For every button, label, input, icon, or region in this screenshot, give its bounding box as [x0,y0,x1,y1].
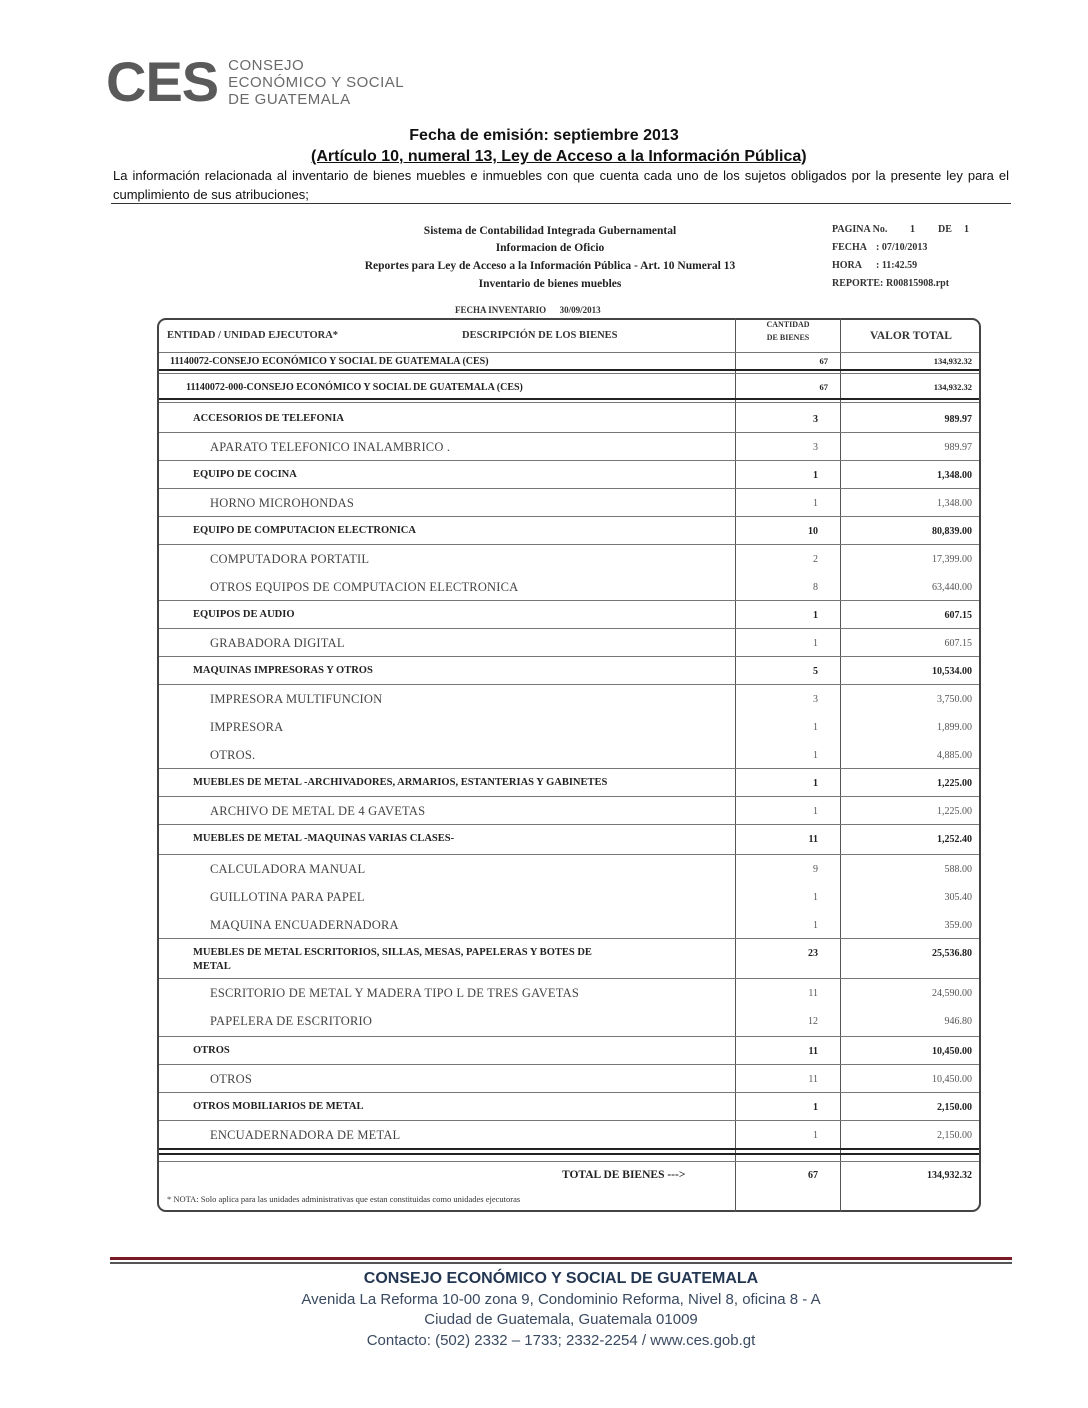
value-cell: 946.80 [944,1016,972,1027]
row-divider [159,352,979,353]
quantity-cell: 1 [813,498,818,509]
quantity-cell: 1 [813,610,818,621]
entity-description: 11140072-CONSEJO ECONÓMICO Y SOCIAL DE GUATEMALA (CES) [170,356,489,367]
report-subtitle: Informacion de Oficio [495,242,605,254]
unit-quantity: 67 [819,382,828,392]
logo-line-1: CONSEJO [228,56,305,74]
value-cell: 1,225.00 [937,806,972,817]
quantity-cell: 5 [813,666,818,677]
ces-logo [106,50,405,113]
value-cell: 1,225.00 [937,778,972,789]
item-description: IMPRESORA MULTIFUNCION [210,692,383,706]
quantity-cell: 3 [813,442,818,453]
row-divider [159,656,979,657]
legal-reference: (Artículo 10, numeral 13, Ley de Acceso a la Información Pública) [311,148,807,165]
value-cell: 2,150.00 [937,1130,972,1141]
row-divider [159,1092,979,1093]
row-divider [159,402,979,403]
quantity-cell: 1 [813,920,818,931]
value-cell: 989.97 [944,414,972,425]
quantity-cell: 9 [813,864,818,875]
quantity-cell: 1 [813,638,818,649]
item-description: OTROS [210,1072,252,1086]
row-divider [159,1120,979,1121]
footer-city: Ciudad de Guatemala, Guatemala 01009 [424,1311,698,1328]
value-cell: 4,885.00 [937,750,972,761]
category-description: MUEBLES DE METAL ESCRITORIOS, SILLAS, MESAS, PAPELERAS Y BOTES DE [193,947,592,958]
quantity-cell: 1 [813,1102,818,1113]
value-cell: 10,450.00 [932,1046,972,1057]
col-header-entity: ENTIDAD / UNIDAD EJECUTORA* [167,330,339,341]
value-cell: 3,750.00 [937,694,972,705]
quantity-cell: 23 [808,948,818,959]
value-cell: 305.40 [944,892,972,903]
footer-org-name: CONSEJO ECONÓMICO Y SOCIAL DE GUATEMALA [363,1270,759,1287]
quantity-cell: 2 [813,554,818,565]
category-description: OTROS [193,1045,230,1056]
logo-line-2: ECONÓMICO Y SOCIAL [228,73,405,91]
footer-rule [110,1257,1012,1260]
item-description: HORNO MICROHONDAS [210,496,355,510]
item-description: ARCHIVO DE METAL DE 4 GAVETAS [210,804,426,818]
table-note: * NOTA: Solo aplica para las unidades administrativas que estan constituidas como unidades ejecutoras [167,1194,521,1204]
quantity-cell: 11 [808,1046,818,1057]
logo-mark: CES [106,50,219,113]
item-description: PAPELERA DE ESCRITORIO [210,1014,373,1028]
meta-report-id: REPORTE: R00815908.rpt [832,278,950,289]
row-divider [159,460,979,461]
quantity-cell: 1 [813,470,818,481]
report-system-title: Sistema de Contabilidad Integrada Gubernamental [423,225,677,237]
row-divider [159,600,979,601]
category-description: ACCESORIOS DE TELEFONIA [193,413,344,424]
logo-text [228,57,404,108]
total-label: TOTAL DE BIENES ---> [562,1169,686,1181]
value-cell: 10,450.00 [932,1074,972,1085]
category-description: EQUIPOS DE AUDIO [193,609,295,620]
value-cell: 607.15 [944,610,972,621]
quantity-cell: 1 [813,750,818,761]
item-description: GUILLOTINA PARA PAPEL [210,890,365,904]
item-description: CALCULADORA MANUAL [210,862,366,876]
quantity-cell: 11 [808,834,818,845]
category-description: MUEBLES DE METAL -ARCHIVADORES, ARMARIOS, ESTANTERIAS Y GABINETES [193,777,608,788]
row-divider [159,796,979,797]
total-value: 134,932.32 [927,1170,972,1181]
col-header-quantity-2: DE BIENES [766,333,810,342]
category-description-continued: METAL [193,961,231,972]
item-description: OTROS EQUIPOS DE COMPUTACION ELECTRONICA [210,580,519,594]
col-header-description: DESCRIPCIÓN DE LOS BIENES [462,330,618,341]
col-header-quantity-1: CANTIDAD [766,320,810,329]
quantity-cell: 1 [813,806,818,817]
row-divider [159,432,979,433]
quantity-cell: 1 [813,892,818,903]
category-description: EQUIPO DE COCINA [193,469,297,480]
value-cell: 25,536.80 [932,948,972,959]
value-cell: 63,440.00 [932,582,972,593]
item-description: ESCRITORIO DE METAL Y MADERA TIPO L DE TRES GAVETAS [210,986,579,1000]
meta-time: HORA : 11:42.59 [832,260,918,271]
row-divider-thick [159,369,979,371]
item-description: COMPUTADORA PORTATIL [210,552,370,566]
value-cell: 588.00 [944,864,972,875]
row-divider [159,978,979,979]
total-quantity: 67 [808,1170,818,1181]
category-description: MUEBLES DE METAL -MAQUINAS VARIAS CLASES- [193,833,455,844]
row-divider-thick [159,398,979,400]
row-divider [159,824,979,825]
item-description: APARATO TELEFONICO INALAMBRICO . [210,440,451,454]
footer-contact: Contacto: (502) 2332 – 1733; 2332-2254 / www.ces.gob.gt [366,1332,756,1349]
category-description: EQUIPO DE COMPUTACION ELECTRONICA [193,525,416,536]
entity-quantity: 67 [819,356,828,366]
value-cell: 10,534.00 [932,666,972,677]
row-divider [159,1064,979,1065]
value-cell: 1,252.40 [937,834,972,845]
item-description: OTROS. [210,748,256,762]
value-cell: 17,399.00 [932,554,972,565]
item-description: ENCUADERNADORA DE METAL [210,1128,401,1142]
value-cell: 607.15 [944,638,972,649]
row-divider [159,488,979,489]
report-inventory-title: Inventario de bienes muebles [478,278,622,290]
issue-date: Fecha de emisión: septiembre 2013 [409,127,679,144]
item-description: IMPRESORA [210,720,284,734]
logo-line-3: DE GUATEMALA [228,90,351,108]
value-cell: 1,348.00 [937,470,972,481]
meta-date: FECHA : 07/10/2013 [832,242,928,253]
col-header-total-value: VALOR TOTAL [870,330,952,342]
row-divider [159,684,979,685]
quantity-cell: 8 [813,582,818,593]
footer-rule [110,1262,1012,1264]
category-description: OTROS MOBILIARIOS DE METAL [193,1101,364,1112]
quantity-cell: 3 [813,414,818,425]
value-cell: 24,590.00 [932,988,972,999]
inventory-date: FECHA INVENTARIO 30/09/2013 [455,305,601,315]
value-cell: 2,150.00 [937,1102,972,1113]
value-cell: 1,899.00 [937,722,972,733]
quantity-cell: 1 [813,778,818,789]
row-divider [159,544,979,545]
value-cell: 359.00 [944,920,972,931]
intro-paragraph: La información relacionada al inventario de bienes muebles e inmuebles con que cuenta cada uno de los sujetos obligados por la presente ley para el cumplimiento de sus atribuciones; [113,168,1009,202]
row-divider [159,938,979,939]
quantity-cell: 11 [808,988,818,999]
quantity-cell: 12 [808,1016,818,1027]
entity-value: 134,932.32 [933,356,972,366]
unit-description: 11140072-000-CONSEJO ECONÓMICO Y SOCIAL DE GUATEMALA (CES) [186,382,523,393]
row-divider-thick [159,1148,979,1150]
category-description: MAQUINAS IMPRESORAS Y OTROS [193,665,373,676]
value-cell: 1,348.00 [937,498,972,509]
divider [111,203,1011,204]
item-description: MAQUINA ENCUADERNADORA [210,918,399,932]
quantity-cell: 1 [813,1130,818,1141]
row-divider-thick [159,1153,979,1155]
row-divider [159,373,979,374]
item-description: GRABADORA DIGITAL [210,636,345,650]
quantity-cell: 11 [808,1074,818,1085]
quantity-cell: 3 [813,694,818,705]
unit-value: 134,932.32 [933,382,972,392]
meta-page: PAGINA No. 1 DE 1 [832,224,969,235]
value-cell: 989.97 [944,442,972,453]
row-divider [159,768,979,769]
row-divider [159,516,979,517]
row-divider [159,628,979,629]
footer-address: Avenida La Reforma 10-00 zona 9, Condominio Reforma, Nivel 8, oficina 8 - A [301,1291,821,1308]
quantity-cell: 1 [813,722,818,733]
row-divider [159,1036,979,1037]
row-divider [159,854,979,855]
quantity-cell: 10 [808,526,818,537]
value-cell: 80,839.00 [932,526,972,537]
row-divider [159,1161,979,1162]
report-law-title: Reportes para Ley de Acceso a la Información Pública - Art. 10 Numeral 13 [364,260,736,272]
